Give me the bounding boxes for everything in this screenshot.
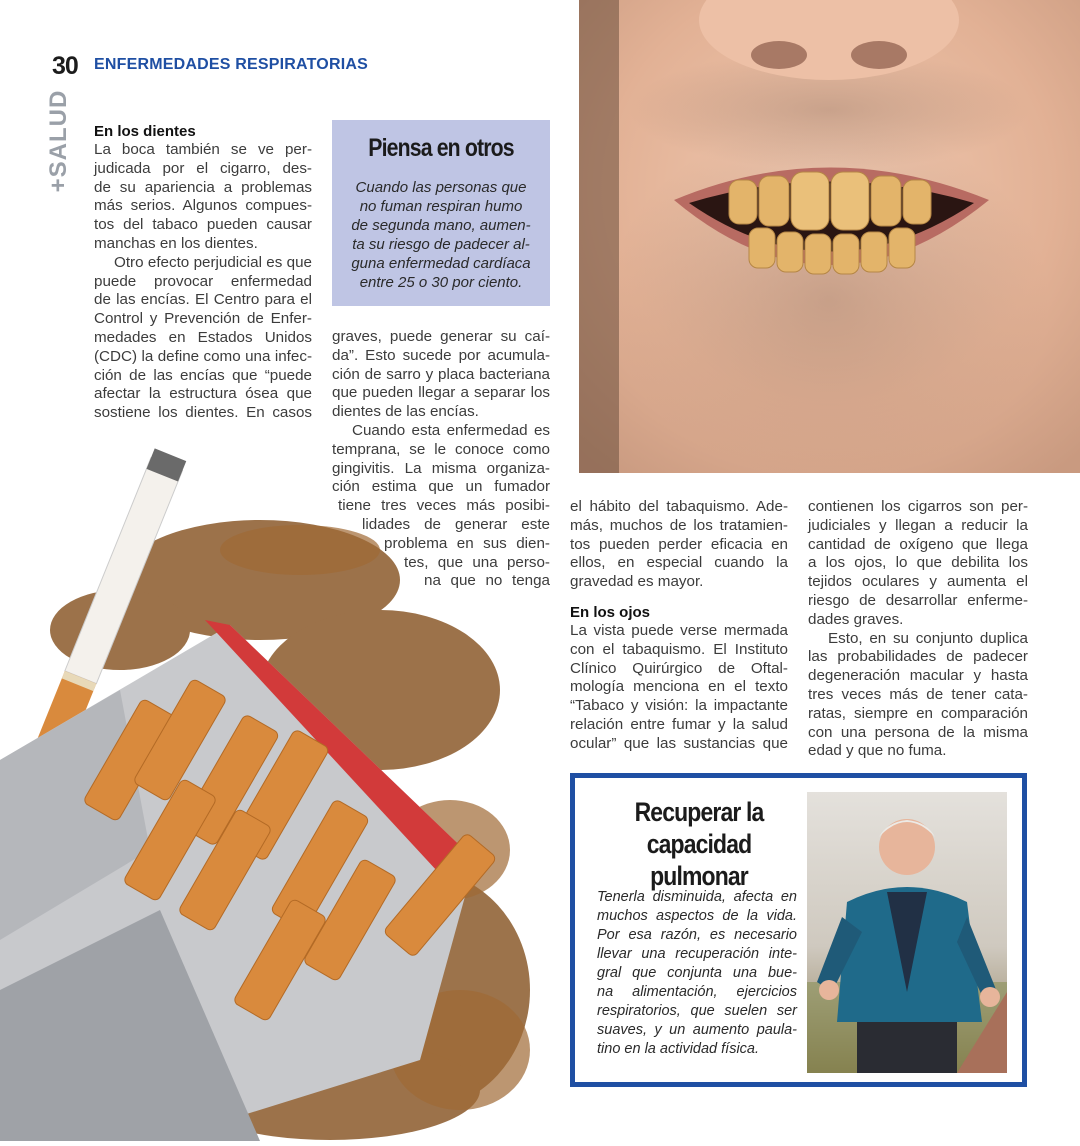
- cigarette-pack-photo: [0, 430, 570, 1141]
- vertical-tag: [44, 86, 74, 196]
- text-line: a los ojos, lo que debilita los: [808, 554, 1028, 572]
- text-line: judicada por el cigarro, des-: [94, 159, 312, 177]
- text-line: gral que conjunta una bue-: [597, 965, 797, 981]
- teeth-photo: [579, 0, 1080, 473]
- text-line: degeneración macular y hasta: [808, 667, 1028, 685]
- text-line: con una persona de la misma: [808, 723, 1028, 741]
- text-line: ta su riesgo de padecer al-: [352, 236, 530, 253]
- text-line: ocular” que las sustancias que: [570, 734, 788, 752]
- quote-title: Piensa en otros: [368, 134, 514, 162]
- text-line: tos pueden perder eficacia en: [570, 535, 788, 553]
- text-line: da”. Esto sucede por acumula-: [332, 346, 550, 364]
- text-line: Tenerla disminuida, afecta en: [597, 889, 797, 905]
- text-line: con el tabaquismo. El Instituto: [570, 640, 788, 658]
- recover-title: [606, 796, 793, 892]
- text-line: Otro efecto perjudicial es que: [114, 253, 312, 271]
- text-line: mología menciona en el texto: [570, 678, 788, 696]
- runner-photo: [807, 792, 1007, 1073]
- text-line: manchas en los dientes.: [94, 234, 258, 252]
- text-line: graves, puede generar su caí-: [332, 328, 550, 345]
- text-line: dientes de las encías.: [332, 403, 479, 421]
- text-line: temprana, se le conoce como: [332, 440, 550, 458]
- text-line: La vista puede verse mermada: [570, 621, 788, 639]
- column-4: [808, 498, 1028, 761]
- text-line: (CDC) la define como una infec-: [94, 347, 312, 365]
- text-line: ción estima que un fumador: [332, 478, 550, 496]
- text-line: na que no tenga: [424, 572, 550, 590]
- text-line: las probabilidades de padecer: [808, 648, 1028, 666]
- text-line: llevar una recuperación inte-: [597, 946, 797, 962]
- text-line: ción de las encías que “puede: [94, 366, 312, 384]
- text-line: Cuando esta enfermedad es: [352, 421, 550, 439]
- text-line: tres veces más de tener cata-: [808, 685, 1028, 703]
- text-line: relación entre fumar y la salud: [570, 715, 788, 733]
- section-title: ENFERMEDADES RESPIRATORIAS: [94, 56, 368, 73]
- text-line: dades graves.: [808, 610, 904, 628]
- subhead-teeth: En los dientes: [94, 123, 196, 140]
- text-line: gravedad es mayor.: [570, 573, 704, 591]
- text-line: contienen los cigarros son per-: [808, 498, 1028, 515]
- quote-text: [344, 178, 538, 292]
- text-line: “Tabaco y visión: la impactante: [570, 697, 788, 715]
- text-line: muchos aspectos de la vida.: [597, 908, 797, 924]
- text-line: lidades de generar este: [362, 515, 550, 533]
- text-line: La boca también se ve per-: [94, 141, 312, 158]
- text-line: na alimentación, ejercicios: [597, 984, 797, 1000]
- text-line: más, muchos de los tratamien-: [570, 516, 788, 534]
- text-line: tino en la actividad física.: [597, 1041, 760, 1057]
- page-number: 30: [52, 52, 78, 80]
- column-3: [570, 498, 788, 754]
- text-line: de su apariencia a problemas: [94, 178, 312, 196]
- text-line: ellos, en especial cuando la: [570, 554, 788, 572]
- vertical-tag-label: +SALUD: [45, 89, 72, 193]
- text-line: más serios. Algunos compues-: [94, 197, 312, 215]
- text-line: ratas, siempre en comparación: [808, 704, 1028, 722]
- text-line: Cuando las personas que: [355, 179, 527, 196]
- text-line: suaves, y un aumento paula-: [597, 1022, 797, 1038]
- text-line: tos del tabaco pueden causar: [94, 216, 312, 234]
- text-line: problema en sus dien-: [384, 534, 550, 552]
- text-line: guna enfermedad cardíaca: [351, 255, 531, 272]
- text-line: cantidad de oxígeno que llega: [808, 535, 1028, 553]
- recover-text: [597, 888, 797, 1059]
- text-line: sostiene los dientes. En casos: [94, 404, 312, 422]
- text-line: Control y Prevención de Enfer-: [94, 310, 312, 328]
- text-line: tiene tres veces más posibi-: [338, 497, 550, 515]
- column-1: [94, 123, 312, 423]
- text-line: afectar la estructura ósea que: [94, 385, 312, 403]
- text-line: tes, que una perso-: [404, 553, 550, 571]
- text-line: edad y que no fuma.: [808, 742, 947, 760]
- text-line: respiratorios, que suelen ser: [597, 1003, 797, 1019]
- text-line: entre 25 o 30 por ciento.: [359, 274, 523, 291]
- text-line: tejidos oculares y aumenta el: [808, 573, 1028, 591]
- text-line: Por esa razón, es necesario: [597, 927, 797, 943]
- text-line: ción de sarro y placa bacteriana: [332, 365, 550, 383]
- text-line: puede provocar enfermedad: [94, 272, 312, 290]
- text-line: judiciales y llegan a reducir la: [808, 516, 1028, 534]
- text-line: Clínico Quirúrgico de Oftal-: [570, 659, 788, 677]
- recover-box: [570, 773, 1027, 1087]
- text-line: de segunda mano, aumen-: [351, 217, 531, 234]
- text-line: riesgo de desarrollar enferme-: [808, 591, 1028, 609]
- text-line: el hábito del tabaquismo. Ade-: [570, 498, 788, 515]
- recover-title-line1: Recuperar la capacidad: [634, 797, 764, 859]
- subhead-eyes: En los ojos: [570, 603, 651, 621]
- text-line: Esto, en su conjunto duplica: [828, 629, 1028, 647]
- text-line: medades en Estados Unidos: [94, 328, 312, 346]
- text-line: gingivitis. La misma organiza-: [332, 459, 550, 477]
- recover-title-line2: pulmonar: [650, 861, 748, 891]
- text-line: de las encías. El Centro para el: [94, 291, 312, 309]
- text-line: no fuman respiran humo: [359, 198, 523, 215]
- quote-box: [332, 120, 550, 306]
- text-line: que pueden llegar a separar los: [332, 384, 550, 402]
